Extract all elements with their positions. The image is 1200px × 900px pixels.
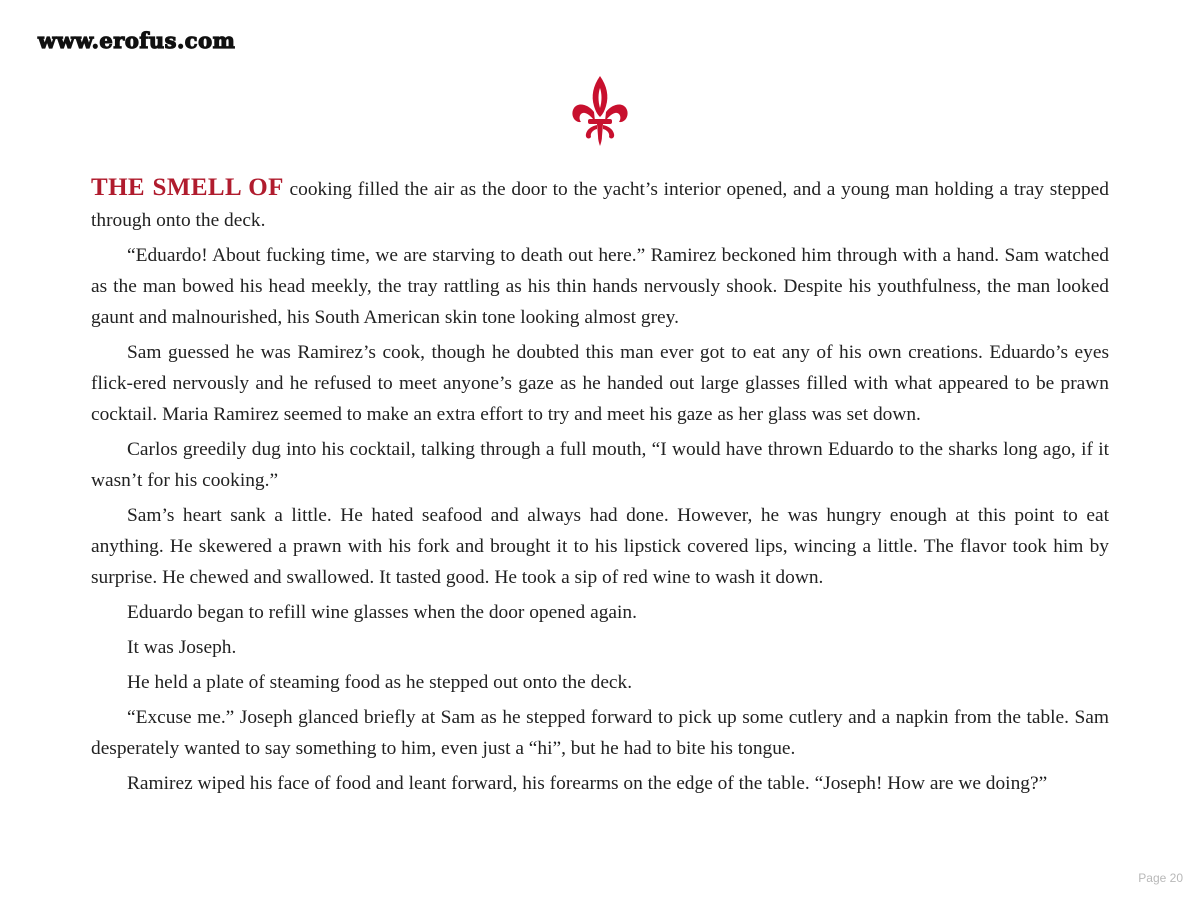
paragraph: It was Joseph.	[127, 637, 237, 658]
page-number: Page 20	[1138, 871, 1183, 885]
paragraph: Ramirez wiped his face of food and leant forward, his forearms on the edge of the table. “Joseph! How are we doing?”	[127, 773, 1048, 794]
paragraph: He held a plate of steaming food as he stepped out onto the deck.	[127, 672, 633, 693]
paragraph: Carlos greedily dug into his cocktail, talking through a full mouth, “I would have thrown Eduardo to the sharks long ago, if it wasn’t for his cooking.”	[91, 439, 1109, 491]
paragraph: Eduardo began to refill wine glasses when the door opened again.	[127, 602, 637, 623]
paragraph: “Excuse me.” Joseph glanced briefly at Sam as he stepped forward to pick up some cutlery and a napkin from the table. Sam desperately wanted to say something to him, even just a “hi”, but he had to bite his tongue.	[91, 707, 1109, 759]
paragraph-text: cooking filled the air as the door to the yacht’s interior opened, and a young man holding a tray stepped through onto the deck.	[91, 179, 1109, 231]
fleur-de-lis-icon	[570, 74, 630, 148]
paragraph: “Eduardo! About fucking time, we are starving to death out here.” Ramirez beckoned him through with a hand. Sam watched as the man bowed his head meekly, the tray rattling as his thin hands nervously shook. Despite his youthfulness, the man looked gaunt and malnourished, his South American skin tone looking almost grey.	[91, 245, 1109, 328]
watermark: www.erofus.com	[38, 28, 236, 53]
lead-in: THE SMELL OF	[91, 174, 284, 201]
story-text	[91, 172, 1109, 803]
paragraph: Sam guessed he was Ramirez’s cook, though he doubted this man ever got to eat any of his own creations. Eduardo’s eyes flick-ered nervously and he refused to meet anyone’s gaze as he handed out large glasses filled with what appeared to be prawn cocktail. Maria Ramirez seemed to make an extra effort to try and meet his gaze as her glass was set down.	[91, 342, 1109, 425]
paragraph: Sam’s heart sank a little. He hated seafood and always had done. However, he was hungry enough at this point to eat anything. He skewered a prawn with his fork and brought it to his lipstick covered lips, wincing a little. The flavor took him by surprise. He chewed and swallowed. It tasted good. He took a sip of red wine to wash it down.	[91, 505, 1109, 588]
paragraph	[91, 172, 1109, 236]
